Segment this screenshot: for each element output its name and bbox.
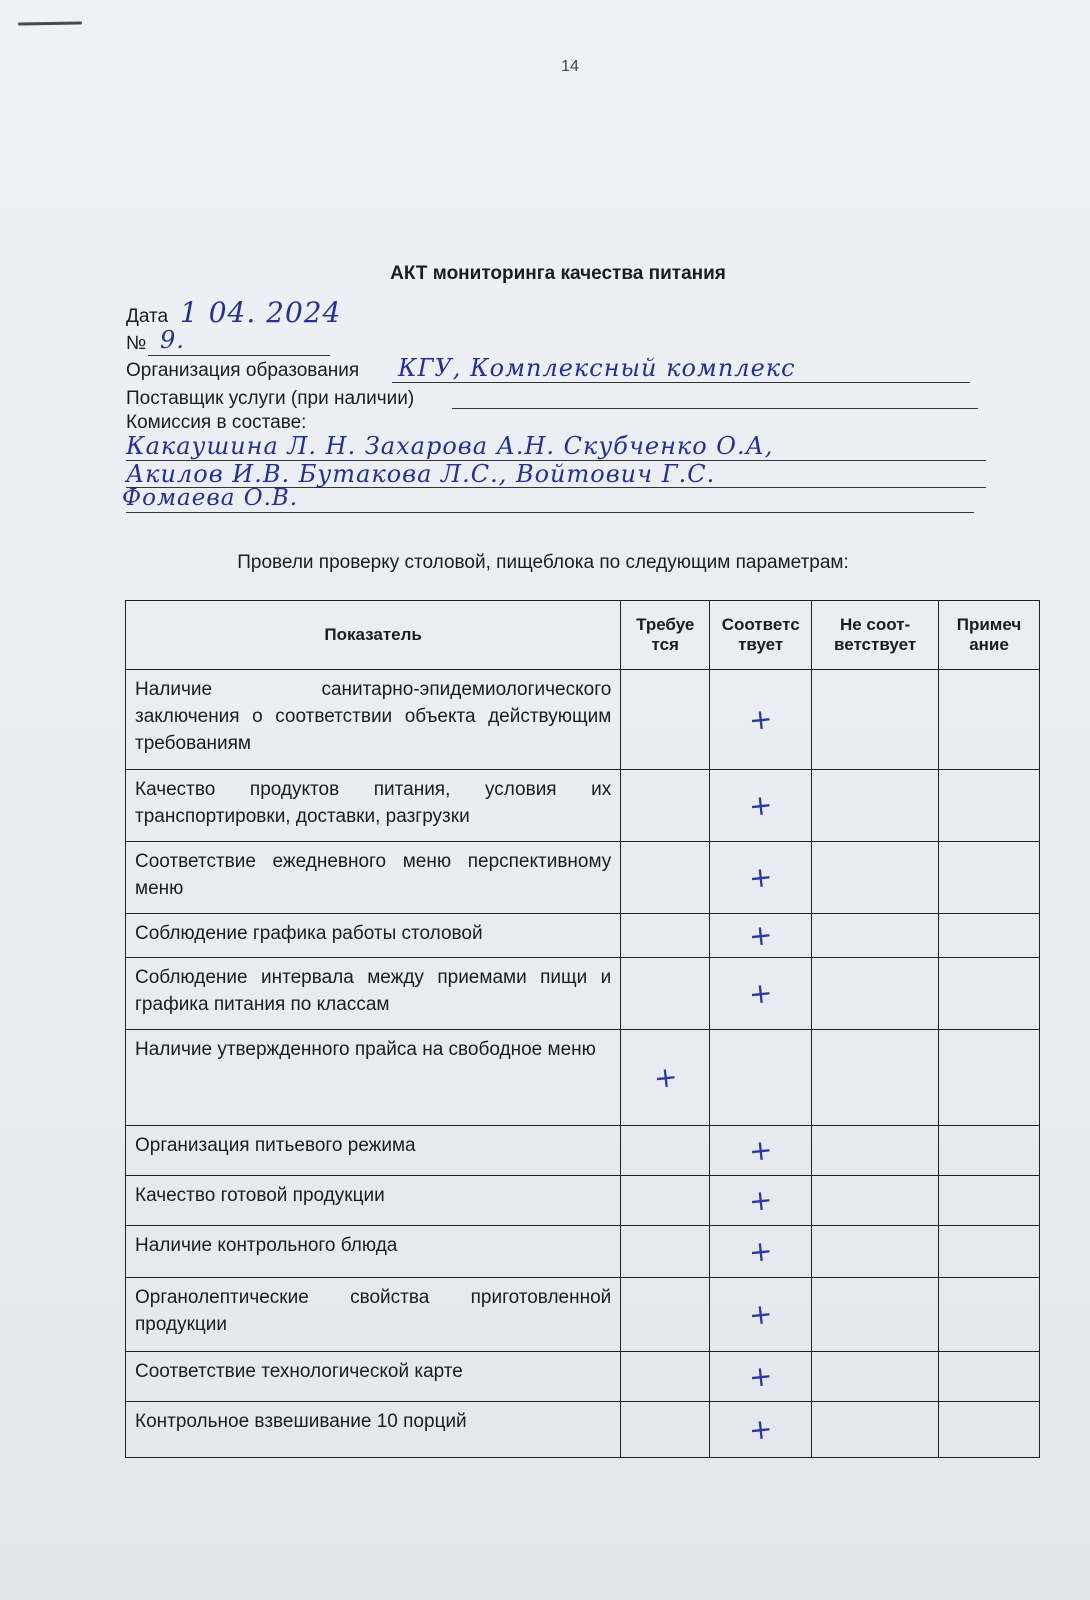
table-row (126, 670, 1040, 770)
row-indicator: Качество готовой продукции (126, 1176, 621, 1226)
row-indicator: Соблюдение интервала между приемами пищи и графика питания по классам (126, 958, 621, 1030)
organization-value: КГУ, Комплексный комплекс (398, 354, 796, 382)
number-underline (148, 355, 330, 356)
table-header-row (126, 601, 1040, 670)
document-title: АКТ мониторинга качества питания (390, 263, 726, 284)
commission-label: Комиссия в составе: (126, 412, 307, 433)
row-requires-cell (621, 1126, 710, 1176)
handwritten-plus-mark: + (747, 1358, 775, 1395)
handwritten-plus-mark: + (747, 1411, 775, 1448)
row-not-complies-cell (812, 1402, 939, 1458)
row-complies-cell (710, 1176, 812, 1226)
commission-member-line-3: Фомаева О.В. (122, 485, 299, 511)
row-note-cell (939, 1402, 1040, 1458)
table-row (126, 914, 1040, 958)
row-indicator: Наличие санитарно-эпидемиологического заключения о соответствии объекта действующим требованиям (126, 670, 621, 770)
row-note-cell (939, 1352, 1040, 1402)
commission-member-line-2: Акилов И.В. Бутакова Л.С., Войтович Г.С. (126, 460, 716, 488)
handwritten-plus-mark: + (747, 701, 775, 738)
row-note-cell (939, 1176, 1040, 1226)
row-requires-cell (621, 770, 710, 842)
row-note-cell (939, 842, 1040, 914)
row-note-cell (939, 1278, 1040, 1352)
supplier-underline (452, 408, 978, 409)
header-not-complies: Не соот- ветствует (812, 601, 939, 670)
row-note-cell (939, 1030, 1040, 1126)
row-requires-cell (621, 1278, 710, 1352)
handwritten-plus-mark: + (747, 1233, 775, 1270)
row-note-cell (939, 1226, 1040, 1278)
table-row (126, 1226, 1040, 1278)
row-requires-cell (621, 1226, 710, 1278)
handwritten-plus-mark: + (747, 1132, 775, 1169)
row-note-cell (939, 914, 1040, 958)
organization-underline (392, 382, 970, 383)
row-complies-cell (710, 670, 812, 770)
row-complies-cell (710, 1352, 812, 1402)
row-indicator: Наличие контрольного блюда (126, 1226, 621, 1278)
row-requires-cell (621, 914, 710, 958)
row-not-complies-cell (812, 770, 939, 842)
row-complies-cell (710, 1278, 812, 1352)
row-not-complies-cell (812, 670, 939, 770)
row-requires-cell (621, 670, 710, 770)
row-indicator: Наличие утвержденного прайса на свободное меню (126, 1030, 621, 1126)
row-complies-cell (710, 1126, 812, 1176)
row-complies-cell (710, 914, 812, 958)
handwritten-plus-mark: + (747, 1182, 775, 1219)
table-row (126, 1030, 1040, 1126)
date-value: 1 04. 2024 (180, 296, 342, 329)
row-not-complies-cell (812, 958, 939, 1030)
row-indicator: Контрольное взвешивание 10 порций (126, 1402, 621, 1458)
row-requires-cell (621, 1030, 710, 1126)
row-requires-cell (621, 958, 710, 1030)
row-not-complies-cell (812, 1226, 939, 1278)
commission-member-line-1: Какаушина Л. Н. Захарова А.Н. Скубченко О.А, (126, 432, 774, 460)
table-row (126, 1126, 1040, 1176)
corner-pen-mark (18, 21, 82, 25)
row-indicator: Соответствие технологической карте (126, 1352, 621, 1402)
row-indicator: Органолептические свойства приготовленной продукции (126, 1278, 621, 1352)
handwritten-plus-mark: + (747, 1296, 775, 1333)
row-indicator: Качество продуктов питания, условия их транспортировки, доставки, разгрузки (126, 770, 621, 842)
row-complies-cell (710, 770, 812, 842)
row-complies-cell (710, 958, 812, 1030)
inspection-table (125, 600, 1040, 1458)
row-note-cell (939, 670, 1040, 770)
page-number: 14 (561, 58, 579, 75)
table-row (126, 842, 1040, 914)
row-requires-cell (621, 1402, 710, 1458)
row-not-complies-cell (812, 1352, 939, 1402)
row-not-complies-cell (812, 842, 939, 914)
row-note-cell (939, 958, 1040, 1030)
handwritten-plus-mark: + (651, 1059, 679, 1096)
row-not-complies-cell (812, 1176, 939, 1226)
header-indicator: Показатель (126, 601, 621, 670)
row-requires-cell (621, 1176, 710, 1226)
row-not-complies-cell (812, 1030, 939, 1126)
row-not-complies-cell (812, 1278, 939, 1352)
row-complies-cell (710, 1030, 812, 1126)
row-requires-cell (621, 1352, 710, 1402)
row-note-cell (939, 1126, 1040, 1176)
row-indicator: Соблюдение графика работы столовой (126, 914, 621, 958)
handwritten-plus-mark: + (747, 975, 775, 1012)
table-row (126, 770, 1040, 842)
row-indicator: Организация питьевого режима (126, 1126, 621, 1176)
row-complies-cell (710, 1402, 812, 1458)
intro-text: Провели проверку столовой, пищеблока по следующим параметрам: (237, 552, 849, 573)
row-not-complies-cell (812, 914, 939, 958)
supplier-label: Поставщик услуги (при наличии) (126, 388, 415, 409)
row-note-cell (939, 770, 1040, 842)
table-row (126, 1278, 1040, 1352)
row-complies-cell (710, 842, 812, 914)
row-indicator: Соответствие ежедневного меню перспективному меню (126, 842, 621, 914)
date-label: Дата (126, 306, 169, 327)
header-complies: Соответс твует (710, 601, 812, 670)
table-row (126, 1352, 1040, 1402)
organization-label: Организация образования (126, 360, 360, 381)
header-requires: Требуе тся (621, 601, 710, 670)
number-value: 9. (160, 326, 185, 354)
number-label: № (126, 333, 147, 354)
header-note: Примеч ание (939, 601, 1040, 670)
commission-underline-3 (126, 512, 974, 513)
handwritten-plus-mark: + (747, 859, 775, 896)
table-row (126, 1402, 1040, 1458)
row-requires-cell (621, 842, 710, 914)
row-complies-cell (710, 1226, 812, 1278)
handwritten-plus-mark: + (747, 787, 775, 824)
table-row (126, 958, 1040, 1030)
handwritten-plus-mark: + (747, 917, 775, 954)
row-not-complies-cell (812, 1126, 939, 1176)
table-row (126, 1176, 1040, 1226)
